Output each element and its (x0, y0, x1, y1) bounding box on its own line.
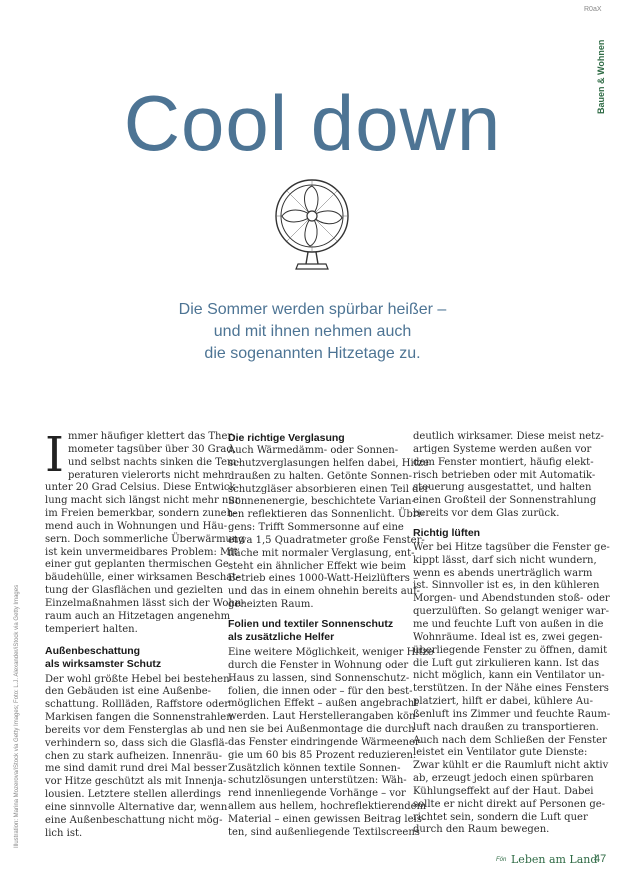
text-line: me sind damit rund drei Mal besser (45, 763, 227, 775)
article-column-2 (228, 432, 434, 840)
section-heading: Richtig lüften (413, 526, 481, 539)
text-line: mmer häufiger klettert das Ther- (67, 431, 236, 442)
text-line: Sonnenenergie, beschichtete Varian- (228, 496, 415, 508)
text-line: Betrieb eines 1000-Watt-Heizlüfters – (228, 573, 419, 585)
text-line: Wohnräume. Ideal ist es, zwei gegen- (413, 631, 603, 643)
text-line: ist kein unvermeidbares Problem: Mit (45, 546, 238, 558)
text-line: möglichen Effekt – außen angebracht (228, 698, 419, 710)
text-line: nicht möglich, kann ein Ventilator un- (413, 670, 605, 682)
text-line: bereits vor dem Glas zurück. (413, 508, 560, 520)
fan-illustration (262, 176, 362, 276)
text-line: ten reflektieren das Sonnenlicht. Übri- (228, 509, 425, 521)
footer-logo-mark: Fön (496, 857, 507, 863)
text-line: Material – einen gewissen Beitrag leis- (228, 813, 426, 825)
text-line: sollte er nicht direkt auf Personen ge- (413, 798, 606, 810)
text-line: einer gut geplanten thermischen Ge- (45, 559, 233, 571)
text-line: bäudehülle, einer wirksamen Beschat- (45, 572, 240, 584)
text-line: Einzelmaßnahmen lässt sich der Wohn- (45, 597, 245, 609)
text-line: Zusätzlich können textile Sonnen- (228, 762, 401, 774)
text-line: deutlich wirksamer. Diese meist netz- (413, 431, 604, 442)
text-line: Morgen- und Abendstunden stoß- oder (413, 593, 610, 605)
text-line: geheizten Raum. (228, 599, 314, 611)
text-line: werden. Laut Herstellerangaben kön- (228, 711, 419, 723)
text-line: querzulüften. So gelangt weniger war- (413, 606, 609, 618)
photo-credit (12, 584, 24, 850)
text-line: überliegende Fenster zu öffnen, damit (413, 644, 608, 656)
page-title: Cool down (123, 79, 502, 167)
text-line: me und feuchte Luft von außen in die (413, 618, 604, 630)
text-line: gie um 60 bis 85 Prozent reduzieren. (228, 749, 417, 761)
text-line: rend innenliegende Vorhänge – vor (228, 788, 406, 800)
footer-magazine-name: Leben am Land (511, 853, 598, 866)
text-line: das Fenster eindringende Wärmeener- (228, 736, 424, 748)
text-line: peraturen vielerorts nicht mehr (67, 469, 230, 481)
text-line: unter 20 Grad Celsius. Diese Entwick- (45, 482, 239, 494)
section-heading: Die richtige Verglasung (228, 432, 345, 444)
section-heading: als zusätzliche Helfer (228, 630, 335, 643)
text-line: Auch Wärmedämm- oder Sonnen- (228, 445, 399, 456)
text-line: etwa 1,5 Quadratmeter große Fenster- (228, 534, 425, 546)
text-line: kippt lässt, darf sich nicht wundern, (413, 554, 597, 566)
text-line: steht ein ähnlicher Effekt wie beim (228, 560, 407, 572)
text-line: temperiert halten. (45, 623, 138, 635)
photo-credit-text: Illustration: Marina Mozerova/iStock via Getty Images; Foto: L.J. Alexander/iStock via Getty Images (14, 584, 20, 848)
text-line: bereits vor dem Fensterglas ab und (45, 724, 226, 736)
text-line: eine sinnvolle Alternative dar, wenn (45, 801, 228, 813)
text-line: ab, erzeugt jedoch einen spürbaren (413, 773, 594, 785)
intro-text (100, 299, 525, 365)
text-line: wenn es abends unerträglich warm (413, 567, 593, 579)
text-line: Der wohl größte Hebel bei bestehen- (45, 673, 233, 685)
text-line: lich ist. (45, 827, 83, 839)
text-line: sern. Doch sommerliche Überwärmung (45, 533, 245, 545)
text-line: steuerung ausgestattet, und halten (413, 482, 592, 494)
text-line: schutzverglasungen helfen dabei, Hitze (228, 457, 429, 469)
section-heading: als wirksamster Schutz (45, 657, 162, 670)
text-line: luft nach draußen zu transportieren. (413, 721, 599, 733)
intro-line: Die Sommer werden spürbar heißer – (178, 301, 447, 318)
text-line: einen Großteil der Sonnenstrahlung (413, 495, 597, 507)
text-line: allem aus hellem, hochreflektierendem (228, 801, 427, 813)
text-line: draußen zu halten. Getönte Sonnen- (228, 470, 413, 482)
article-column-1 (45, 427, 245, 840)
intro-line: und mit ihnen nehmen auch (213, 323, 412, 340)
intro-line: die sogenannten Hitzetage zu. (204, 345, 421, 362)
text-line: nen sie bei Außenmontage die durch (228, 724, 415, 736)
text-line: tung der Glasflächen und gezielten (45, 585, 223, 597)
text-line: Kühlungseffekt auf der Haut. Dabei (413, 785, 594, 797)
text-line: schutzgläser absorbieren einen Teil der (228, 483, 430, 495)
text-line: mend auch in Wohnungen und Häu- (45, 520, 228, 532)
text-line: im Freien bemerkbar, sondern zuneh- (45, 508, 237, 520)
text-line: dem Fenster montiert, häufig elekt- (413, 456, 594, 468)
text-line: Eine weitere Möglichkeit, weniger Hitze (228, 646, 434, 658)
text-line: richtet sein, sondern die Luft quer (413, 811, 588, 823)
text-line: Wer bei Hitze tagsüber die Fenster ge- (413, 541, 610, 553)
text-line: schutzlösungen unterstützen: Wäh- (228, 775, 407, 787)
text-line: ten, sind außenliegende Textilscreens (228, 826, 420, 838)
text-line: mometer tagsüber über 30 Grad, (67, 443, 236, 455)
article-column-3 (413, 431, 611, 837)
section-label-text: Bauen & Wohnen (596, 39, 606, 114)
text-line: ist. Sinnvoller ist es, in den kühleren (413, 580, 600, 592)
text-line: verhindern so, dass sich die Glasflä- (45, 737, 228, 749)
text-line: ßenluft ins Zimmer und feuchte Raum- (413, 708, 611, 720)
text-line: vor Hitze geschützt als mit Innenja- (45, 776, 227, 788)
text-line: risch betrieben oder mit Automatik- (413, 469, 596, 481)
text-line: schattung. Rollläden, Raffstore oder (45, 699, 230, 711)
section-heading: Folien und textiler Sonnenschutz (228, 617, 394, 630)
section-heading: Außenbeschattung (45, 644, 141, 657)
text-line: und das in einem ohnehin bereits auf- (228, 586, 420, 598)
text-line: Auch nach dem Schließen der Fenster (413, 734, 607, 746)
text-line: lung macht sich längst nicht mehr nur (45, 495, 240, 507)
text-line: die Luft gut zirkulieren kann. Ist das (413, 657, 600, 669)
text-line: terstützen. In der Nähe eines Fensters (413, 683, 609, 695)
text-line: raum auch an Hitzetagen angenehm (45, 610, 231, 622)
text-line: eine Außenbeschattung nicht mög- (45, 814, 223, 826)
text-line: gens: Trifft Sommersonne auf eine (228, 522, 404, 534)
text-line: den Gebäuden ist eine Außenbe- (45, 686, 211, 698)
text-line: Zwar kühlt er die Raumluft nicht aktiv (413, 760, 609, 772)
text-line: fläche mit normaler Verglasung, ent- (228, 547, 415, 559)
corner-mark: R0aX (584, 6, 602, 13)
text-line: durch die Fenster in Wohnung oder (228, 659, 409, 671)
text-line: lousien. Letztere stellen allerdings (45, 789, 221, 801)
text-line: folien, die innen oder – für den best- (228, 685, 413, 697)
text-line: durch den Raum bewegen. (413, 824, 550, 836)
page-number: 47 (594, 853, 607, 865)
text-line: chen zu stark aufheizen. Innenräu- (45, 750, 222, 762)
text-line: leistet ein Ventilator gute Dienste: (413, 747, 588, 759)
dropcap: I (45, 427, 64, 483)
text-line: platziert, hilft er dabei, kühlere Au- (413, 696, 593, 708)
text-line: und selbst nachts sinken die Tem- (67, 456, 240, 468)
text-line: artigen Systeme werden außen vor (413, 443, 592, 455)
text-line: Markisen fangen die Sonnenstrahlen (45, 712, 233, 724)
text-line: Haus zu lassen, sind Sonnenschutz- (228, 672, 410, 684)
